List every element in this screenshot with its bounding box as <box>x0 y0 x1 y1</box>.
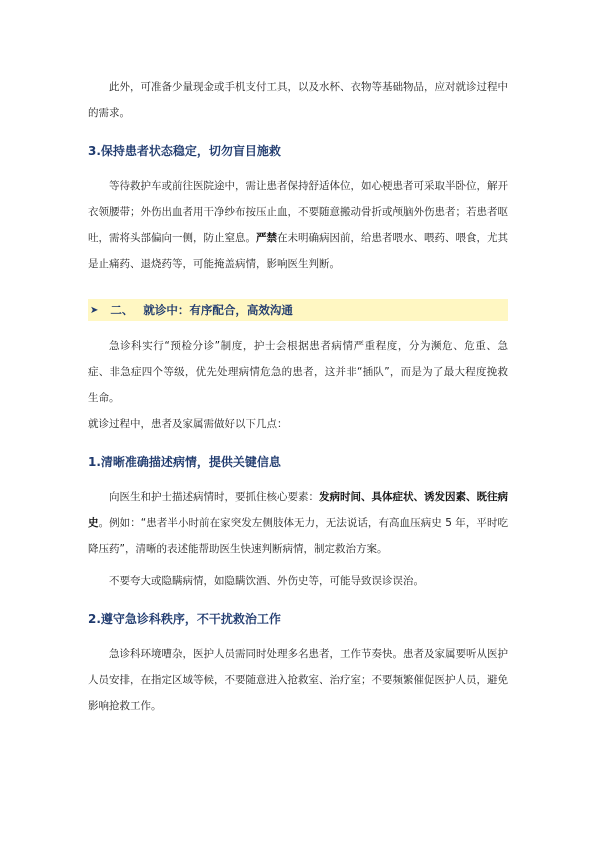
section-title: 就诊中：有序配合，高效沟通 <box>143 303 293 317</box>
paragraph-keep-stable-part-a: 等待救护车或前往医院途中，需让患者保持舒适体位，如心梗患者可采取半卧位，解开衣领腰带；外伤出血者用干净纱布按压止血，不要随意搬动骨折或颅脑外伤患者；若患者呕吐，需将头部偏向一侧，防止窒息。 <box>88 180 508 244</box>
section-number: 二、 <box>110 303 134 317</box>
arrow-bullet-icon: ➤ <box>90 304 99 316</box>
paragraph-keep-stable-bold: 严禁 <box>256 232 277 244</box>
paragraph-process: 就诊过程中，患者及家属需做好以下几点： <box>88 418 288 430</box>
paragraph-describe-part-b: 。例如：“患者半小时前在家突发左侧肢体无力，无法说话，有高血压病史 5 年，平时吃降压药”，清晰的表述能帮助医生快速判断病情，制定救治方案。 <box>88 517 509 555</box>
document-page <box>88 74 508 719</box>
paragraph-describe <box>88 484 508 562</box>
paragraph-describe-bold: 发病时间、具体症状、诱发因素、既往病史 <box>88 491 508 529</box>
paragraph-triage: 急诊科实行“预检分诊”制度，护士会根据患者病情严重程度，分为濒危、危重、急症、非急症四个等级，优先处理病情危急的患者，这并非“插队”，而是为了最大程度挽救生命。 <box>88 340 508 404</box>
paragraph-intro-extra: 此外，可准备少量现金或手机支付工具，以及水杯、衣物等基础物品，应对就诊过程中的需求。 <box>88 81 508 119</box>
heading-keep-stable: 3.保持患者状态稳定，切勿盲目施救 <box>88 144 281 158</box>
paragraph-describe-part-a: 向医生和护士描述病情时，要抓住核心要素： <box>109 491 319 503</box>
paragraph-follow-order: 急诊科环境嘈杂，医护人员需同时处理多名患者，工作节奏快。患者及家属要听从医护人员安排，在指定区域等候，不要随意进入抢救室、治疗室；不要频繁催促医护人员，避免影响抢救工作。 <box>88 648 508 712</box>
heading-describe-condition: 1.清晰准确描述病情，提供关键信息 <box>88 455 281 469</box>
paragraph-keep-stable <box>88 173 508 277</box>
heading-follow-order: 2.遵守急诊科秩序，不干扰救治工作 <box>88 612 281 626</box>
section-banner-during-visit <box>88 299 508 321</box>
paragraph-no-exaggerate: 不要夸大或隐瞒病情，如隐瞒饮酒、外伤史等，可能导致误诊误治。 <box>109 575 424 587</box>
paragraph-keep-stable-part-c: 在未明确病因前，给患者喂水、喂药、喂食，尤其是止痛药、退烧药等，可能掩盖病情，影响医生判断。 <box>88 232 508 270</box>
